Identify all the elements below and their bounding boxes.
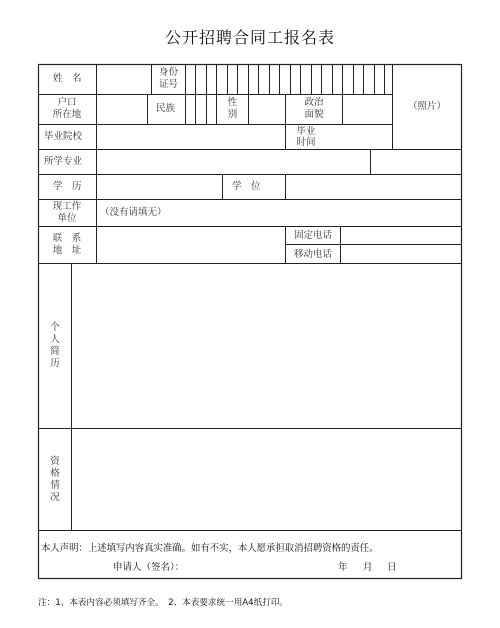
gender-field[interactable]	[249, 95, 285, 124]
id-number-label-line2: 证号	[158, 79, 178, 90]
work-unit-label-line2: 单位	[57, 213, 77, 224]
resume-field[interactable]	[72, 264, 461, 428]
education-label: 学 历	[53, 181, 82, 192]
degree-label: 学 位	[232, 181, 261, 192]
name-field[interactable]	[97, 65, 151, 94]
graduate-school-label: 毕业院校	[44, 131, 83, 142]
ethnicity-field[interactable]	[186, 95, 216, 124]
major-field[interactable]	[97, 150, 370, 174]
political-label-line1: 政治	[304, 97, 324, 108]
political-field[interactable]	[343, 95, 392, 124]
grad-time-label-line2: 时间	[296, 137, 316, 148]
mobile-label: 移动电话	[293, 249, 332, 260]
signature-year: 年	[338, 562, 348, 573]
landline-label: 固定电话	[293, 230, 332, 241]
hukou-label-line1: 户口	[57, 97, 77, 108]
form-title: 公开招聘合同工报名表	[164, 28, 335, 47]
mobile-field[interactable]	[341, 245, 461, 263]
ethnicity-label: 民族	[156, 103, 176, 114]
contact-address-label-line1: 联 系	[52, 233, 82, 244]
gender-label-line2: 别	[227, 109, 238, 120]
graduate-school-field[interactable]	[97, 125, 285, 149]
name-label: 姓 名	[53, 73, 82, 84]
qualification-label: 资格情况	[50, 456, 60, 503]
declaration-text: 本人声明：上述填写内容真实准确。如有不实，本人愿承担取消招聘资格的责任。	[41, 543, 379, 554]
contact-address-label-line2: 地 址	[52, 245, 82, 256]
id-number-field[interactable]	[186, 65, 392, 94]
political-label-line2: 面貌	[304, 109, 324, 120]
qualification-field[interactable]	[72, 429, 461, 530]
work-unit-label-line1: 现工作	[52, 201, 82, 212]
id-number-label-line1: 身份	[158, 67, 178, 78]
grad-time-label-line1: 毕业	[296, 126, 316, 137]
signature-day: 日	[387, 562, 397, 573]
landline-field[interactable]	[341, 227, 461, 244]
education-field[interactable]	[97, 175, 222, 199]
signature-field[interactable]	[195, 558, 325, 574]
contact-address-field[interactable]	[97, 227, 285, 263]
major-label: 所学专业	[44, 156, 83, 167]
signature-month: 月	[363, 562, 373, 573]
photo-box[interactable]	[393, 65, 461, 149]
gender-label-line1: 性	[227, 97, 238, 108]
grad-time-field[interactable]	[327, 125, 392, 149]
photo-label: （照片）	[407, 101, 446, 112]
work-unit-hint[interactable]: （没有请填无）	[100, 207, 167, 218]
resume-label: 个人简历	[50, 322, 60, 369]
footnote: 注：1、本表内容必须填写齐全。 2、本表要求统一用A4纸打印。	[38, 598, 289, 608]
hukou-field[interactable]	[97, 95, 147, 124]
signature-label: 申请人（签名）：	[113, 562, 185, 573]
hukou-label-line2: 所在地	[52, 109, 82, 120]
degree-field[interactable]	[286, 175, 461, 199]
